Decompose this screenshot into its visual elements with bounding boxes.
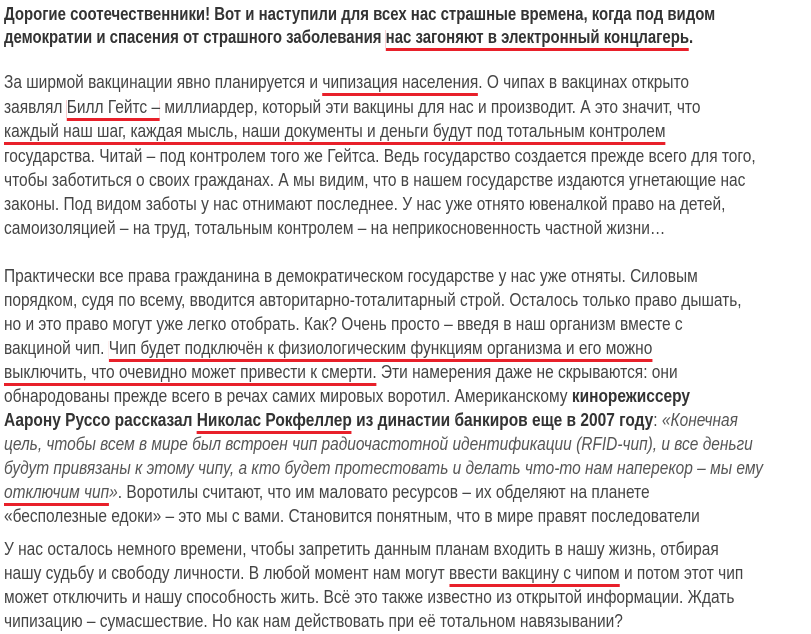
text-span: «бесполезные едоки» – это мы с вами. Становится понятным, что в мире правят последователи (4, 506, 700, 526)
quote-text: «Конечная (661, 410, 738, 430)
underlined-highlight: отключим чип (4, 482, 110, 502)
text-span: чипизацию – сумасшествие. Но как нам действовать при её тотальном навязывании? (4, 611, 623, 631)
paragraph-line (4, 119, 666, 143)
underlined-highlight: Николас Рокфеллер (196, 410, 352, 430)
underlined-highlight: выключить, что очевидно может привести к смерти. (4, 362, 377, 382)
text-span: порядком, судя по всему, вводится авторитарно-тоталитарный строй. Осталось только право дышать, (4, 290, 742, 310)
text-span: Практически все права гражданина в демократическом государстве у нас уже отняты. Силовым (4, 266, 698, 286)
quote-text: будут привязаны к этому чипу, а кто будет протестовать и делать что-то нам наперекор – мы ему (4, 458, 764, 478)
text-span: может отключить и нашу способность жить. Всё это также известно из открытой информации. Ждать (4, 587, 735, 607)
text-span: миллиардер, который эти вакцины для нас и производит. А это значит, что (160, 97, 701, 117)
paragraph-line (4, 537, 719, 561)
paragraph-line (4, 609, 623, 633)
text-span: демократии и спасения от страшного заболевания (4, 27, 386, 47)
bold-text: кинорежиссеру (571, 386, 690, 406)
paragraph-line (4, 336, 652, 360)
paragraph-line (4, 504, 700, 528)
text-span: самоизоляцией – на труд, тотальным контролем – на неприкосновенность частной жизни… (4, 218, 666, 238)
paragraph-line (4, 70, 689, 94)
paragraph-line (4, 456, 763, 480)
text-span: законы. Под видом заботы у нас отнимают последнее. У нас уже отнято ювеналкой право на детей, (4, 194, 726, 214)
text-span: : (653, 410, 662, 430)
underlined-highlight: нас загоняют в электронный концлагерь (385, 27, 690, 47)
text-span: заявлял (4, 97, 67, 117)
paragraph-line (4, 288, 742, 312)
text-span: За ширмой вакцинации явно планируется и (4, 72, 323, 92)
paragraph-line (4, 585, 734, 609)
paragraph-line (4, 432, 753, 456)
text-span: государства. Читай – под контролем того же Гейтса. Ведь государство создается прежде всего для того, (4, 146, 756, 166)
text-span: Дорогие соотечественники! Вот и наступили для всех нас страшные времена, когда под видом (4, 4, 716, 24)
paragraph-line (4, 216, 665, 240)
underlined-highlight: ввести вакцину с чипом (449, 563, 620, 583)
text-span: нашу судьбу и свободу личности. В любой момент нам могут (4, 563, 450, 583)
text-span: У нас осталось немного времени, чтобы запретить данным планам входить в нашу жизнь, отбирая (4, 539, 719, 559)
paragraph-line (4, 360, 678, 384)
paragraph-line (4, 561, 743, 585)
paragraph-line (4, 192, 725, 216)
underlined-highlight: чипизация населения (322, 72, 479, 92)
text-span: чтобы заботиться о своих гражданах. А мы видим, что в нашем государстве издаются угнетающие нас (4, 170, 746, 190)
text-span: . Воротилы считают, что им маловато ресурсов – их обделяют на планете (117, 482, 650, 502)
quote-text: » (109, 482, 118, 502)
paragraph-line (4, 264, 698, 288)
paragraph-line (4, 168, 745, 192)
text-span: Эти намерения даже не скрываются: они (376, 362, 678, 382)
text-span: . О чипах в вакцинах открыто (478, 72, 689, 92)
intro-heading-line (4, 2, 715, 26)
text-span: и потом этот чип (619, 563, 744, 583)
paragraph-line (4, 312, 683, 336)
text-span: . (689, 27, 694, 47)
underlined-highlight: Билл Гейтс – (66, 97, 161, 117)
underlined-highlight: Чип будет подключён к физиологическим функциям организма и его можно (108, 338, 653, 358)
intro-heading-line (4, 25, 693, 49)
text-span: вакциной чип. (4, 338, 109, 358)
paragraph-line (4, 144, 756, 168)
bold-text: Аарону Руссо рассказал (4, 410, 197, 430)
text-span: обнародованы прежде всего в речах самих мировых воротил. Американскому (4, 386, 572, 406)
paragraph-line (4, 408, 738, 432)
paragraph-line (4, 95, 700, 119)
bold-text: из династии банкиров еще в 2007 году (351, 410, 654, 430)
paragraph-line (4, 480, 650, 504)
paragraph-line (4, 384, 690, 408)
quote-text: цель, чтобы всем в мире был встроен чип радиочастотной идентификации (RFID-чип), и все деньги (4, 434, 753, 454)
underlined-highlight: каждый наш шаг, каждая мысль, наши документы и деньги будут под тотальным контролем (4, 121, 666, 141)
text-span: но и это право могут уже легко отобрать. Как? Очень просто – введя в наш организм вместе с (4, 314, 683, 334)
